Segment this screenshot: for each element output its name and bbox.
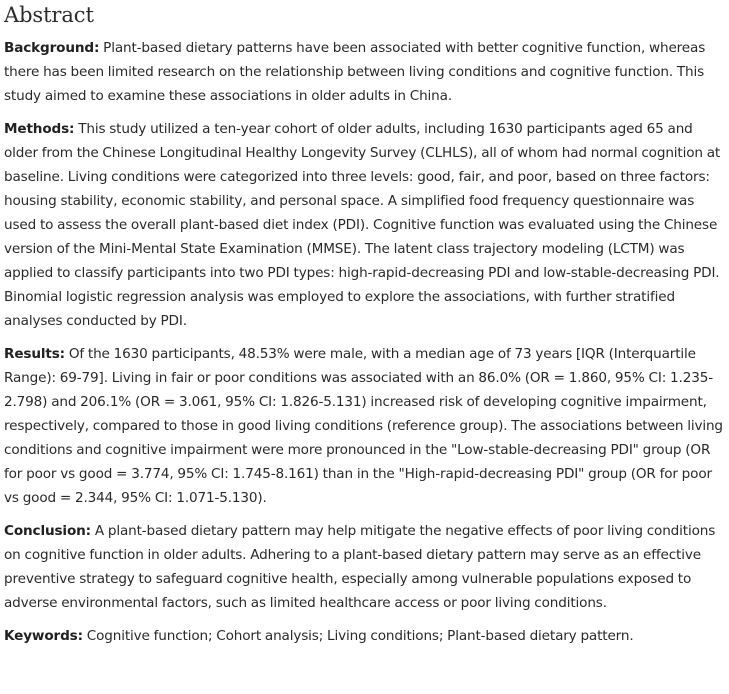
conclusion-text: A plant-based dietary pattern may help mitigate the negative effects of poor living conditions on cognitive function in older adults. Adhering to a plant-based dietary pattern may serve as an effective preventive strategy to safeguard cognitive health, especially among vulnerable populations exposed to adverse environmental factors, such as limited healthcare access or poor living conditions. bbox=[4, 523, 716, 611]
keywords-paragraph bbox=[4, 624, 723, 648]
conclusion-paragraph bbox=[4, 519, 723, 615]
keywords-label: Keywords: bbox=[4, 628, 83, 644]
background-label: Background: bbox=[4, 40, 100, 56]
keywords-text: Cognitive function; Cohort analysis; Living conditions; Plant-based dietary pattern. bbox=[86, 628, 634, 644]
background-text: Plant-based dietary patterns have been associated with better cognitive function, whereas there has been limited research on the relationship between living conditions and cognitive function. This study aimed to examine these associations in older adults in China. bbox=[4, 40, 706, 104]
conclusion-label: Conclusion: bbox=[4, 523, 91, 539]
methods-paragraph bbox=[4, 117, 723, 333]
results-paragraph bbox=[4, 342, 723, 510]
methods-text: This study utilized a ten-year cohort of older adults, including 1630 participants aged 65 and older from the Chinese Longitudinal Healthy Longevity Survey (CLHLS), all of whom had normal cognition at baseline. Living conditions were categorized into three levels: good, fair, and poor, based on three factors: housing stability, economic stability, and personal space. A simplified food frequency questionnaire was used to assess the overall plant-based diet index (PDI). Cognitive function was evaluated using the Chinese version of the Mini-Mental State Examination (MMSE). The latent class trajectory modeling (LCTM) was applied to classify participants into two PDI types: high-rapid-decreasing PDI and low-stable-decreasing PDI. Binomial logistic regression analysis was employed to explore the associations, with further stratified analyses conducted by PDI. bbox=[4, 121, 721, 329]
results-text: Of the 1630 participants, 48.53% were male, with a median age of 73 years [IQR (Interquartile Range): 69-79]. Living in fair or poor conditions was associated with an 86.0% (OR = 1.860, 95% CI: 1.235-2.798) and 206.1% (OR = 3.061, 95% CI: 1.826-5.131) increased risk of developing cognitive impairment, respectively, compared to those in good living conditions (reference group). The associations between living conditions and cognitive impairment were more pronounced in the "Low-stable-decreasing PDI" group (OR for poor vs good = 3.774, 95% CI: 1.745-8.161) than in the "High-rapid-decreasing PDI" group (OR for poor vs good = 2.344, 95% CI: 1.071-5.130). bbox=[4, 346, 723, 506]
methods-label: Methods: bbox=[4, 121, 75, 137]
background-paragraph bbox=[4, 36, 723, 108]
abstract-heading: Abstract bbox=[4, 3, 94, 27]
results-label: Results: bbox=[4, 346, 65, 362]
